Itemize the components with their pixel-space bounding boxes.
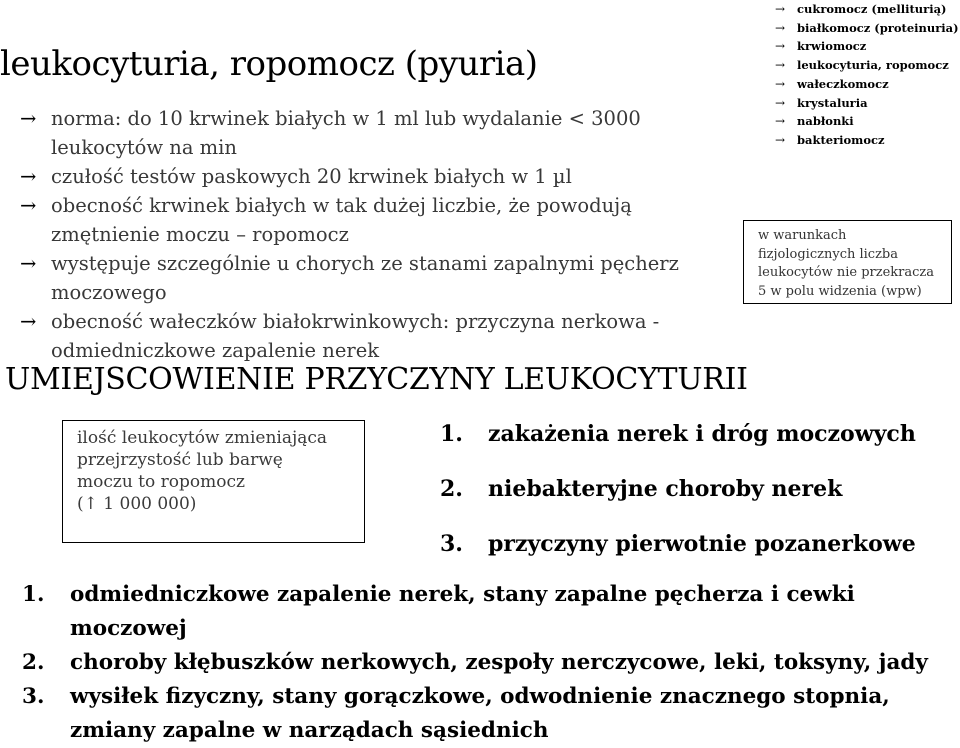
arrow-right-icon: →: [20, 165, 37, 188]
list-item-text: czułość testów paskowych 20 krwinek białych w 1 µl: [51, 165, 572, 188]
list-item-text: leukocyturia, ropomocz: [797, 58, 949, 73]
list-item-text: nabłonki: [797, 114, 854, 129]
list-item: [440, 415, 916, 470]
list-item: [20, 191, 720, 249]
list-item-text: obecność wałeczków białokrwinkowych: przyczyna nerkowa - odmiedniczkowe zapalenie nerek: [51, 310, 660, 362]
arrow-right-icon: →: [775, 39, 786, 54]
list-item: [775, 112, 960, 131]
list-item-text: przyczyny pierwotnie pozanerkowe: [488, 531, 916, 557]
list-item: [775, 94, 960, 113]
list-item-text: bakteriomocz: [797, 132, 885, 147]
arrow-right-icon: →: [775, 95, 786, 110]
list-item-text: norma: do 10 krwinek białych w 1 ml lub wydalanie < 3000 leukocytów na min: [51, 107, 641, 159]
list-item-text: obecność krwinek białych w tak dużej liczbie, że powodują zmętnienie moczu – ropomocz: [51, 194, 632, 246]
list-item: [775, 19, 960, 38]
arrow-right-icon: →: [20, 252, 37, 275]
list-item-text: krystaluria: [797, 95, 868, 110]
list-item: [22, 578, 960, 646]
definition-box: [62, 420, 365, 543]
list-item-text: wałeczkomocz: [797, 76, 889, 91]
top-right-list: [775, 0, 960, 150]
list-item: [775, 75, 960, 94]
arrow-right-icon: →: [20, 107, 37, 130]
list-number: 2.: [22, 650, 45, 675]
arrow-right-icon: →: [775, 20, 786, 35]
arrow-right-icon: →: [775, 132, 786, 147]
list-item: [775, 131, 960, 150]
list-number: 1.: [22, 582, 45, 607]
list-item: [22, 680, 960, 748]
arrow-right-icon: →: [775, 76, 786, 91]
arrow-right-icon: →: [20, 194, 37, 217]
cause-detail-list: [22, 578, 960, 748]
definition-line: (↑ 1 000 000): [77, 494, 197, 514]
list-item: [20, 307, 720, 365]
definition-line: ilość leukocytów zmieniająca: [77, 428, 328, 448]
definition-line: moczu to ropomocz: [77, 472, 245, 492]
list-item-text: białkomocz (proteinuria): [797, 20, 959, 35]
list-item-text: występuje szczególnie u chorych ze stanami zapalnymi pęcherz moczowego: [51, 252, 679, 304]
list-item: [440, 525, 916, 580]
arrow-right-icon: →: [775, 114, 786, 129]
main-bullet-list: [20, 104, 720, 365]
list-item: [775, 0, 960, 19]
list-item-text: zakażenia nerek i dróg moczowych: [488, 421, 916, 447]
definition-line: przejrzystość lub barwę: [77, 450, 283, 470]
list-item: [22, 646, 960, 680]
list-item-text: niebakteryjne choroby nerek: [488, 476, 843, 502]
list-item: [440, 470, 916, 525]
list-item-text: krwiomocz: [797, 39, 867, 54]
list-item: [20, 162, 720, 191]
list-number: 2.: [440, 476, 463, 502]
list-item-text: cukromocz (melliturią): [797, 2, 947, 16]
cause-category-list: [440, 415, 916, 580]
list-item-text: wysiłek fizyczny, stany gorączkowe, odwodnienie znacznego stopnia, zmiany zapalne w narządach sąsiednich: [70, 684, 890, 743]
arrow-right-icon: →: [20, 310, 37, 333]
list-number: 3.: [22, 684, 45, 709]
list-item: [20, 104, 720, 162]
arrow-right-icon: →: [775, 2, 786, 16]
list-item: [20, 249, 720, 307]
page-title: leukocyturia, ropomocz (pyuria): [0, 44, 538, 84]
list-number: 1.: [440, 421, 463, 447]
info-note-box: w warunkach fizjologicznych liczba leukocytów nie przekracza 5 w polu widzenia (wpw): [743, 220, 952, 304]
section-heading: UMIEJSCOWIENIE PRZYCZYNY LEUKOCYTURII: [5, 362, 748, 397]
list-item-text: odmiedniczkowe zapalenie nerek, stany zapalne pęcherza i cewki moczowej: [70, 582, 855, 641]
list-item-text: choroby kłębuszków nerkowych, zespoły nerczycowe, leki, toksyny, jady: [70, 650, 928, 675]
list-number: 3.: [440, 531, 463, 557]
list-item: [775, 37, 960, 56]
arrow-right-icon: →: [775, 58, 786, 73]
list-item: [775, 56, 960, 75]
